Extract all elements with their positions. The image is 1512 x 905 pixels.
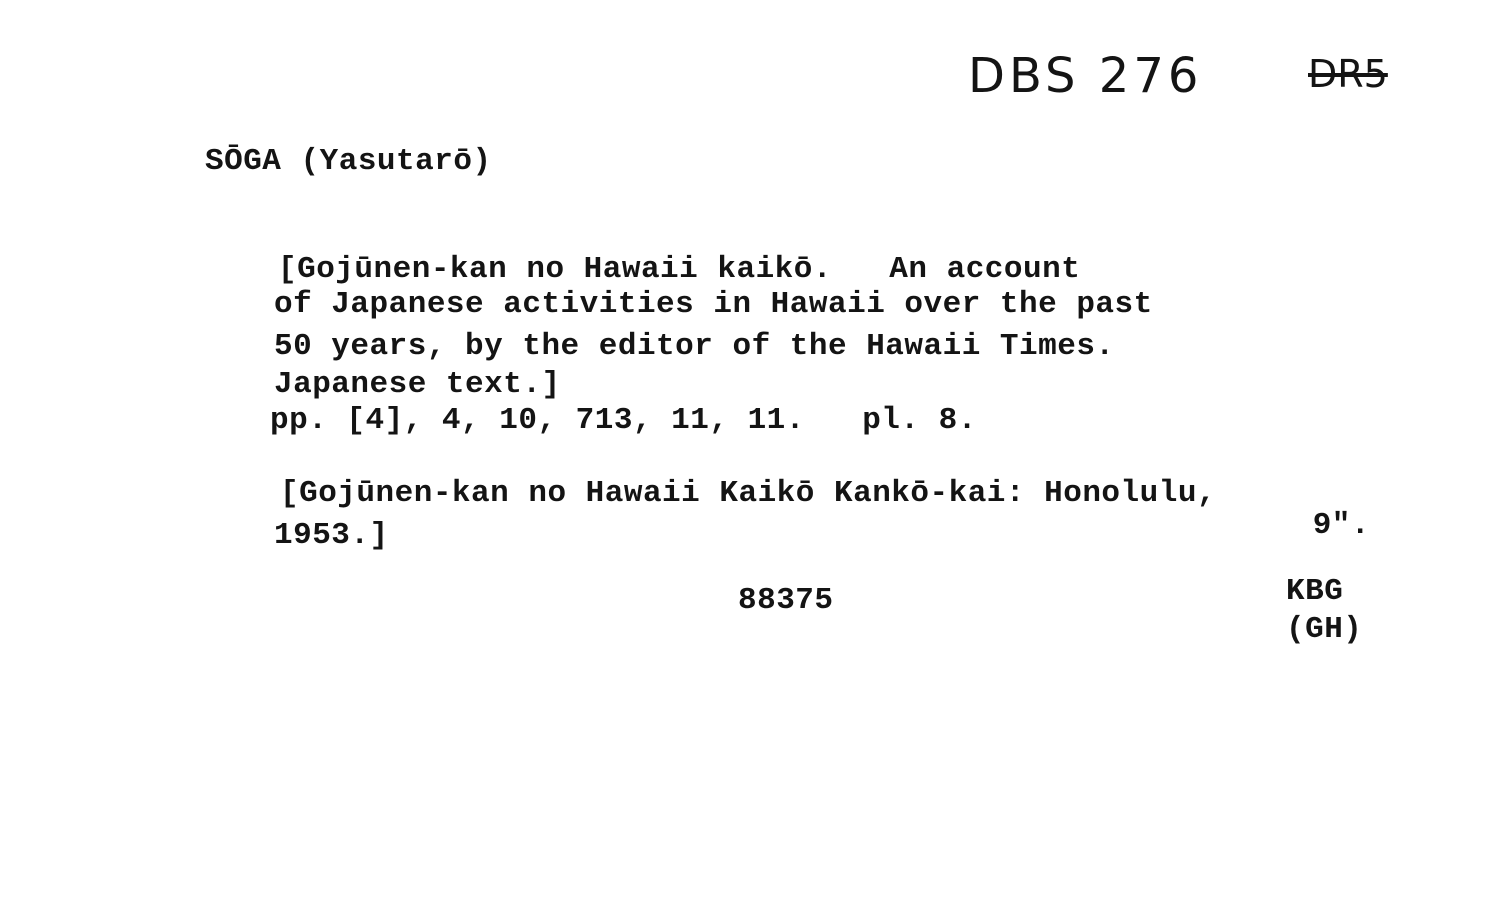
size-note: 9".	[1312, 508, 1370, 543]
collation-line: pp. [4], 4, 10, 713, 11, 11. pl. 8.	[270, 403, 977, 438]
cataloguer-initials: KBG	[1286, 574, 1344, 609]
imprint-line-2: 1953.]	[274, 518, 389, 553]
imprint-line-1: [Gojūnen-kan no Hawaii Kaikō Kankō-kai: Honolulu,	[280, 476, 1217, 511]
author-heading: SŌGA (Yasutarō)	[205, 144, 492, 179]
description-line-3: 50 years, by the editor of the Hawaii Times.	[274, 329, 1115, 364]
handwritten-call-number: DBS 276	[968, 48, 1203, 104]
description-line-2: of Japanese activities in Hawaii over the past	[274, 287, 1153, 322]
description-line-1: [Gojūnen-kan no Hawaii kaikō. An account	[278, 252, 1081, 287]
crossed-out-mark: DR5	[1308, 52, 1388, 96]
cataloguer-note: (GH)	[1286, 612, 1363, 647]
description-line-4: Japanese text.]	[274, 367, 561, 402]
accession-number: 88375	[738, 583, 834, 618]
